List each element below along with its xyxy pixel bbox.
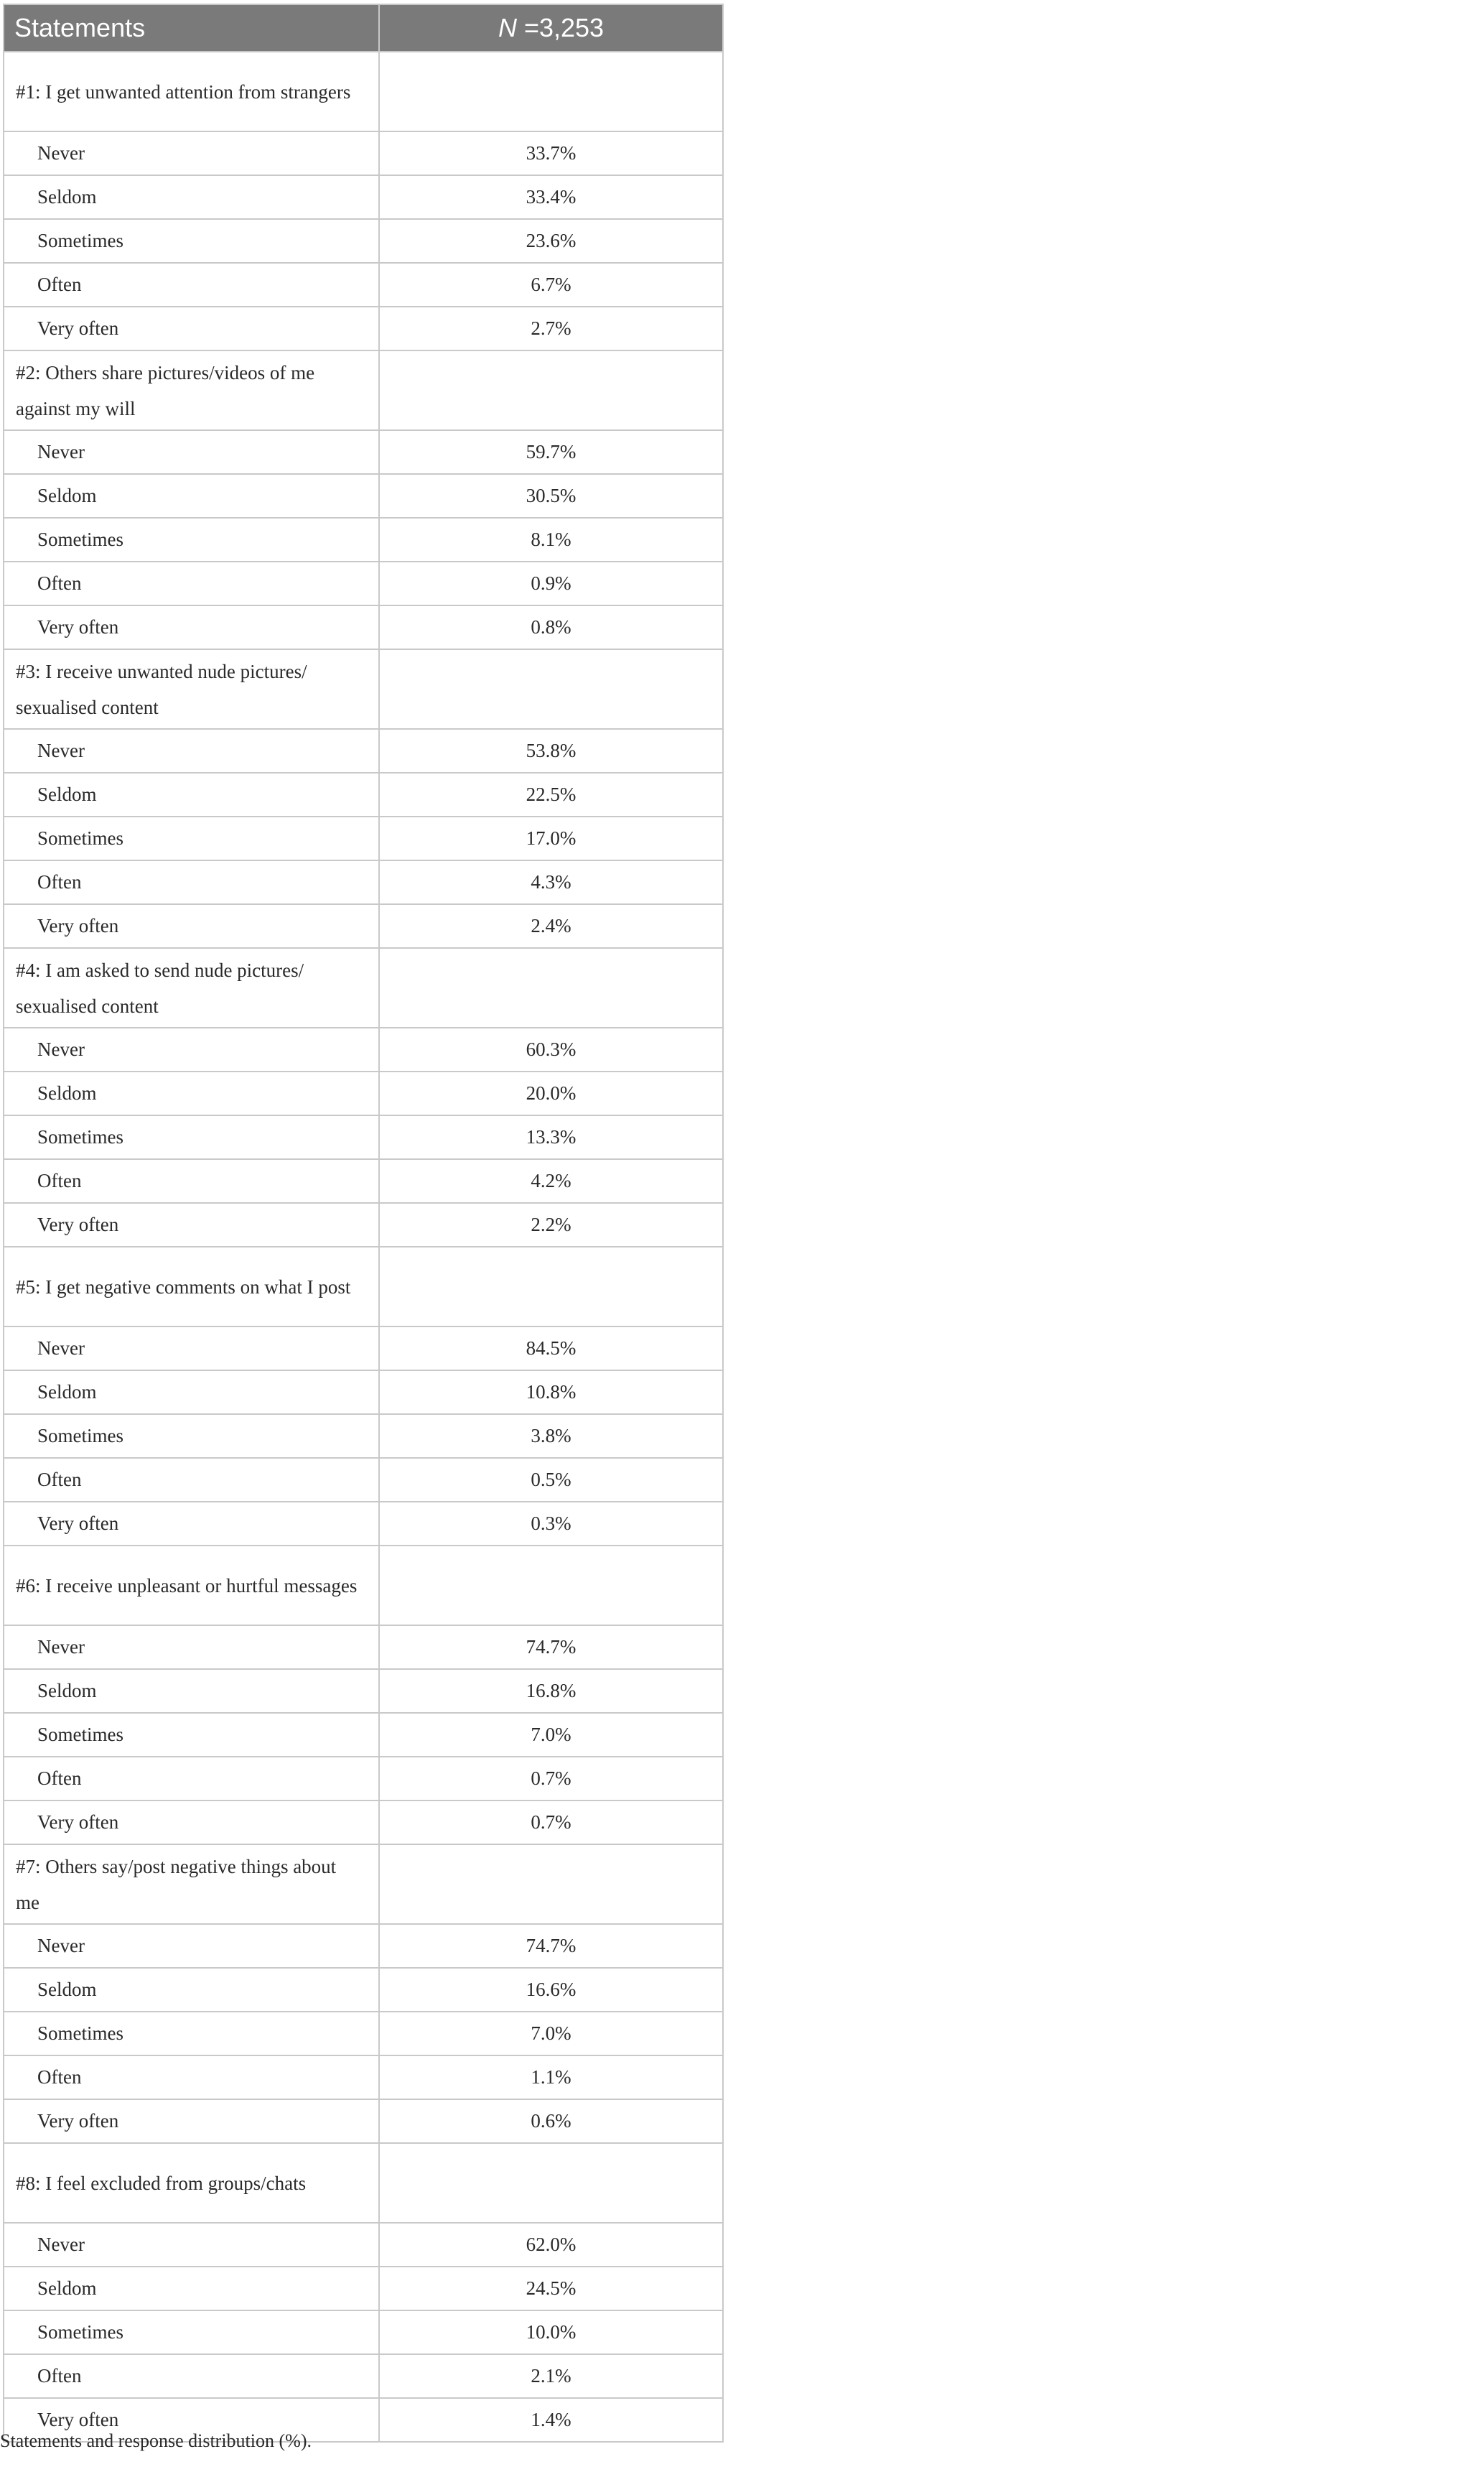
response-label: Often — [4, 2055, 379, 2099]
response-label: Very often — [4, 605, 379, 649]
response-label: Sometimes — [4, 219, 379, 263]
response-label: Never — [4, 1924, 379, 1968]
response-label: Never — [4, 1625, 379, 1669]
response-row — [4, 219, 723, 263]
response-label: Never — [4, 2223, 379, 2267]
statement-text: #4: I am asked to send nude pictures/ sexualised content — [4, 948, 379, 1028]
response-row — [4, 904, 723, 948]
header-statements: Statements — [4, 4, 379, 52]
response-percentage: 33.7% — [379, 131, 723, 175]
table-caption: Statements and response distribution (%). — [0, 2430, 312, 2451]
response-percentage: 23.6% — [379, 219, 723, 263]
response-percentage: 0.8% — [379, 605, 723, 649]
response-label: Never — [4, 131, 379, 175]
response-label: Seldom — [4, 2267, 379, 2310]
response-label: Seldom — [4, 1370, 379, 1414]
data-table-container — [3, 4, 722, 2443]
response-label: Sometimes — [4, 2012, 379, 2055]
statement-value-empty — [379, 1247, 723, 1326]
statement-text: #6: I receive unpleasant or hurtful messages — [4, 1546, 379, 1625]
response-row — [4, 2354, 723, 2398]
response-row — [4, 1924, 723, 1968]
statement-row — [4, 649, 723, 729]
response-row — [4, 131, 723, 175]
response-row — [4, 2223, 723, 2267]
statement-row — [4, 948, 723, 1028]
response-label: Very often — [4, 307, 379, 350]
response-label: Never — [4, 430, 379, 474]
response-percentage: 1.4% — [379, 2398, 723, 2442]
statement-row — [4, 1844, 723, 1924]
response-percentage: 4.2% — [379, 1159, 723, 1203]
response-label: Seldom — [4, 1669, 379, 1713]
response-label: Sometimes — [4, 1713, 379, 1757]
response-row — [4, 729, 723, 773]
statement-value-empty — [379, 649, 723, 729]
response-percentage: 17.0% — [379, 817, 723, 860]
response-percentage: 4.3% — [379, 860, 723, 904]
response-percentage: 2.4% — [379, 904, 723, 948]
response-row — [4, 430, 723, 474]
response-label: Seldom — [4, 474, 379, 518]
response-row — [4, 2099, 723, 2143]
statement-row — [4, 52, 723, 131]
response-percentage: 2.7% — [379, 307, 723, 350]
response-row — [4, 1326, 723, 1370]
response-row — [4, 518, 723, 562]
response-percentage: 3.8% — [379, 1414, 723, 1458]
response-percentage: 0.3% — [379, 1502, 723, 1546]
response-percentage: 1.1% — [379, 2055, 723, 2099]
response-percentage: 10.8% — [379, 1370, 723, 1414]
response-row — [4, 2055, 723, 2099]
response-label: Often — [4, 1458, 379, 1502]
response-row — [4, 1625, 723, 1669]
response-row — [4, 1370, 723, 1414]
response-row — [4, 263, 723, 307]
response-label: Often — [4, 2354, 379, 2398]
response-percentage: 24.5% — [379, 2267, 723, 2310]
statement-row — [4, 1247, 723, 1326]
response-percentage: 62.0% — [379, 2223, 723, 2267]
statement-text: #5: I get negative comments on what I post — [4, 1247, 379, 1326]
response-row — [4, 175, 723, 219]
statement-text: #3: I receive unwanted nude pictures/ sexualised content — [4, 649, 379, 729]
response-row — [4, 1159, 723, 1203]
response-row — [4, 860, 723, 904]
response-label: Seldom — [4, 1072, 379, 1115]
response-row — [4, 1072, 723, 1115]
statement-text: #7: Others say/post negative things about me — [4, 1844, 379, 1924]
response-label: Never — [4, 729, 379, 773]
response-percentage: 8.1% — [379, 518, 723, 562]
response-label: Often — [4, 562, 379, 605]
response-label: Seldom — [4, 773, 379, 817]
response-label: Sometimes — [4, 518, 379, 562]
response-label: Often — [4, 1159, 379, 1203]
header-n-symbol: N — [498, 13, 517, 42]
response-percentage: 84.5% — [379, 1326, 723, 1370]
statement-text: #2: Others share pictures/videos of me against my will — [4, 350, 379, 430]
response-label: Often — [4, 860, 379, 904]
response-row — [4, 1669, 723, 1713]
response-label: Sometimes — [4, 817, 379, 860]
table-header — [4, 4, 723, 52]
response-percentage: 20.0% — [379, 1072, 723, 1115]
response-row — [4, 1115, 723, 1159]
response-percentage: 22.5% — [379, 773, 723, 817]
statement-value-empty — [379, 948, 723, 1028]
response-row — [4, 562, 723, 605]
response-percentage: 7.0% — [379, 2012, 723, 2055]
statement-row — [4, 1546, 723, 1625]
response-label: Very often — [4, 1502, 379, 1546]
response-percentage: 33.4% — [379, 175, 723, 219]
header-n-value: =3,253 — [516, 13, 605, 42]
statement-value-empty — [379, 1844, 723, 1924]
response-row — [4, 1458, 723, 1502]
response-percentage: 16.6% — [379, 1968, 723, 2012]
response-percentage: 30.5% — [379, 474, 723, 518]
response-percentage: 2.1% — [379, 2354, 723, 2398]
response-row — [4, 605, 723, 649]
response-row — [4, 1414, 723, 1458]
response-row — [4, 1713, 723, 1757]
statement-row — [4, 2143, 723, 2223]
response-label: Very often — [4, 1203, 379, 1247]
response-percentage: 0.5% — [379, 1458, 723, 1502]
response-percentage: 0.7% — [379, 1800, 723, 1844]
response-label: Very often — [4, 2099, 379, 2143]
response-row — [4, 1502, 723, 1546]
response-label: Never — [4, 1326, 379, 1370]
statements-table — [3, 4, 724, 2443]
statement-value-empty — [379, 350, 723, 430]
statement-text: #1: I get unwanted attention from strangers — [4, 52, 379, 131]
response-row — [4, 1968, 723, 2012]
header-sample-size — [379, 4, 723, 52]
response-row — [4, 2012, 723, 2055]
response-percentage: 16.8% — [379, 1669, 723, 1713]
statement-row — [4, 350, 723, 430]
response-row — [4, 773, 723, 817]
response-label: Very often — [4, 1800, 379, 1844]
response-label: Sometimes — [4, 1115, 379, 1159]
response-row — [4, 2310, 723, 2354]
response-percentage: 53.8% — [379, 729, 723, 773]
response-label: Often — [4, 263, 379, 307]
response-percentage: 59.7% — [379, 430, 723, 474]
statement-text: #8: I feel excluded from groups/chats — [4, 2143, 379, 2223]
response-percentage: 10.0% — [379, 2310, 723, 2354]
response-label: Sometimes — [4, 2310, 379, 2354]
response-percentage: 0.7% — [379, 1757, 723, 1800]
response-percentage: 6.7% — [379, 263, 723, 307]
response-label: Very often — [4, 2398, 379, 2442]
response-row — [4, 1028, 723, 1072]
response-percentage: 13.3% — [379, 1115, 723, 1159]
statement-value-empty — [379, 1546, 723, 1625]
response-row — [4, 307, 723, 350]
response-label: Very often — [4, 904, 379, 948]
response-row — [4, 1203, 723, 1247]
statement-value-empty — [379, 52, 723, 131]
statement-value-empty — [379, 2143, 723, 2223]
table-body — [4, 52, 723, 2442]
response-percentage: 0.6% — [379, 2099, 723, 2143]
response-row — [4, 474, 723, 518]
response-label: Seldom — [4, 1968, 379, 2012]
response-percentage: 74.7% — [379, 1924, 723, 1968]
response-label: Never — [4, 1028, 379, 1072]
response-percentage: 74.7% — [379, 1625, 723, 1669]
response-percentage: 2.2% — [379, 1203, 723, 1247]
response-percentage: 7.0% — [379, 1713, 723, 1757]
response-label: Seldom — [4, 175, 379, 219]
response-row — [4, 2267, 723, 2310]
response-percentage: 0.9% — [379, 562, 723, 605]
response-percentage: 60.3% — [379, 1028, 723, 1072]
response-label: Sometimes — [4, 1414, 379, 1458]
response-row — [4, 817, 723, 860]
response-row — [4, 1800, 723, 1844]
header-row — [4, 4, 723, 52]
response-label: Often — [4, 1757, 379, 1800]
response-row — [4, 1757, 723, 1800]
